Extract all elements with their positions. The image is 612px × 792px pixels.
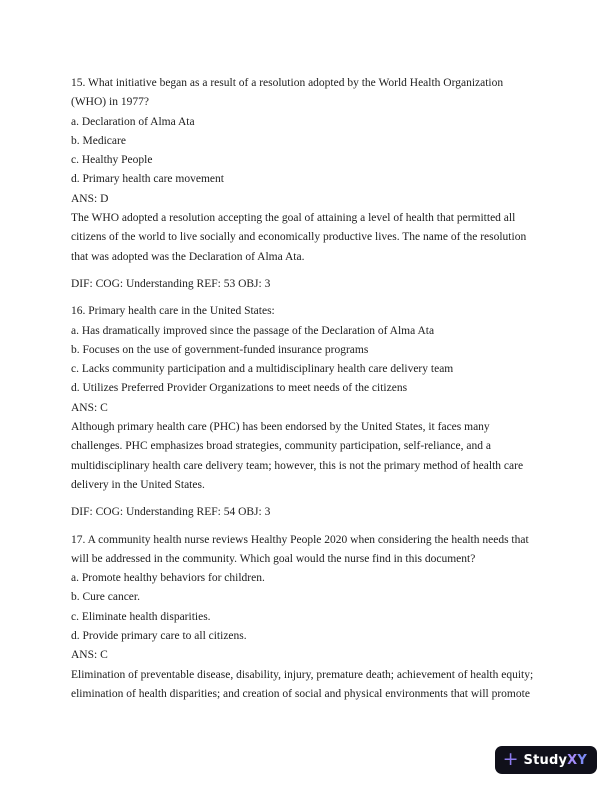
dif-ref-16-block <box>71 503 557 522</box>
text-line: delivery in the United States. <box>71 478 205 491</box>
text-line: b. Medicare <box>71 134 126 147</box>
text-line: The WHO adopted a resolution accepting the goal of attaining a level of health that permitted all <box>71 212 516 225</box>
logo-text-y: Y <box>577 752 587 768</box>
question-15-block <box>71 74 557 267</box>
text-line: c. Healthy People <box>71 154 153 167</box>
text-line: a. Promote healthy behaviors for children. <box>71 572 265 585</box>
logo-text-x: X <box>567 752 578 768</box>
text-line: (WHO) in 1977? <box>71 96 149 109</box>
text-line: b. Focuses on the use of government-funded insurance programs <box>71 343 369 356</box>
text-line: ANS: C <box>71 401 108 414</box>
logo-text-study: Study <box>523 752 568 768</box>
page-text-content <box>71 74 557 704</box>
text-line: DIF: COG: Understanding REF: 54 OBJ: 3 <box>71 506 271 519</box>
text-line: d. Utilizes Preferred Provider Organizations to meet needs of the citizens <box>71 382 408 395</box>
text-line: DIF: COG: Understanding REF: 53 OBJ: 3 <box>71 277 271 290</box>
text-line: challenges. PHC emphasizes broad strategies, community participation, self-reliance, and a <box>71 440 491 453</box>
text-line: c. Eliminate health disparities. <box>71 610 211 623</box>
studyxy-logo <box>495 746 597 774</box>
text-line: 16. Primary health care in the United States: <box>71 305 275 318</box>
text-line: b. Cure cancer. <box>71 591 140 604</box>
question-17-block <box>71 531 557 705</box>
text-line: multidisciplinary health care delivery team; however, this is not the primary method of health care <box>71 459 524 472</box>
text-line: ANS: D <box>71 192 109 205</box>
text-line: will be addressed in the community. Which goal would the nurse find in this document? <box>71 552 476 565</box>
text-line: ANS: C <box>71 649 108 662</box>
logo-text <box>524 754 587 767</box>
text-line: d. Primary health care movement <box>71 173 224 186</box>
question-16-block <box>71 302 557 495</box>
plus-icon: + <box>502 747 519 770</box>
text-line: Although primary health care (PHC) has been endorsed by the United States, it faces many <box>71 421 490 434</box>
text-line: that was adopted was the Declaration of Alma Ata. <box>71 250 305 263</box>
text-line: 15. What initiative began as a result of a resolution adopted by the World Health Organization <box>71 77 504 89</box>
dif-ref-15-block <box>71 275 557 294</box>
text-line: elimination of health disparities; and creation of social and physical environments that will promote <box>71 687 530 700</box>
text-line: 17. A community health nurse reviews Healthy People 2020 when considering the health needs that <box>71 533 529 546</box>
text-line: c. Lacks community participation and a multidisciplinary health care delivery team <box>71 363 454 376</box>
text-line: d. Provide primary care to all citizens. <box>71 630 247 643</box>
text-line: citizens of the world to live socially and economically productive lives. The name of the resolution <box>71 231 527 244</box>
text-line: Elimination of preventable disease, disability, injury, premature death; achievement of health equity; <box>71 668 534 681</box>
text-line: a. Has dramatically improved since the passage of the Declaration of Alma Ata <box>71 324 435 337</box>
text-line: a. Declaration of Alma Ata <box>71 115 195 128</box>
